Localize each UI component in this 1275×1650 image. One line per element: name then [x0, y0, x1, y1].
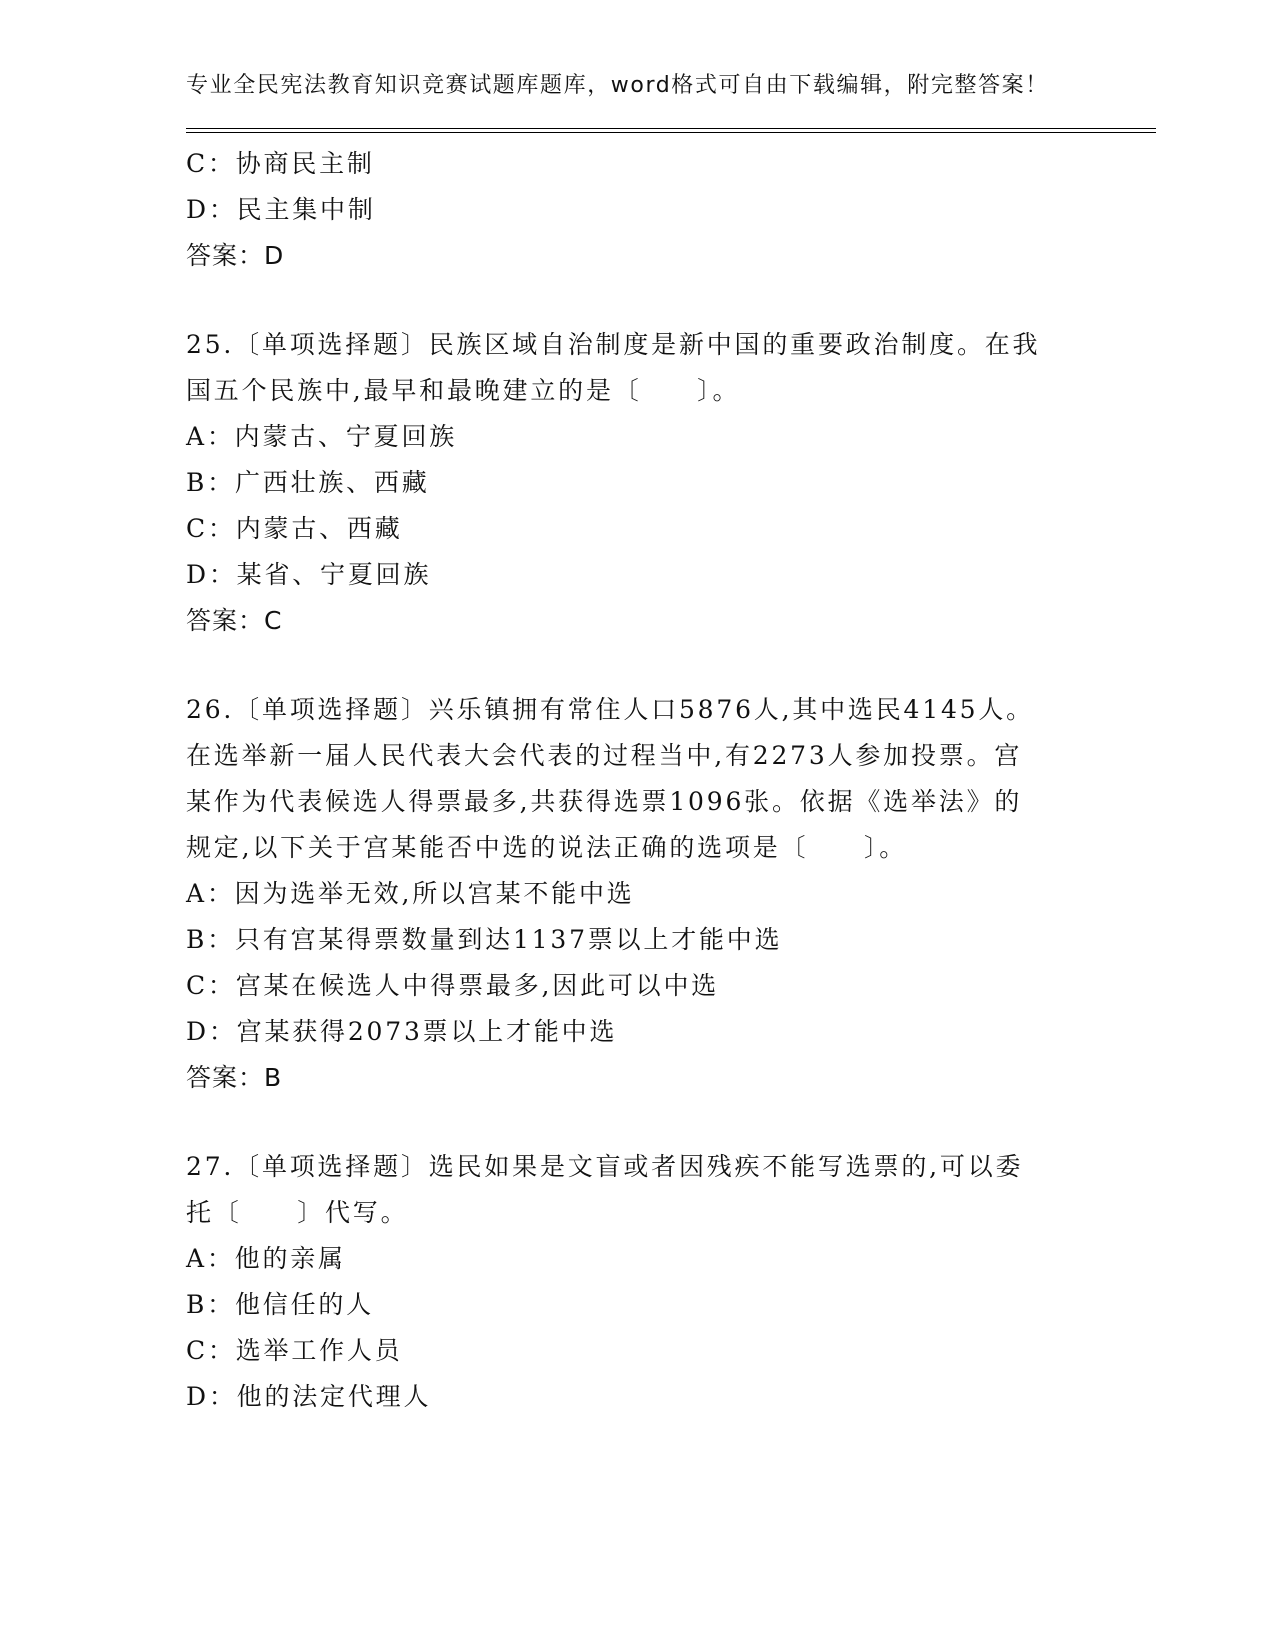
answer: 答案：C [186, 606, 283, 635]
previous-question-tail [186, 141, 1146, 279]
option-a: A：因为选举无效,所以宫某不能中选 [186, 879, 635, 908]
option-a: A：他的亲属 [186, 1244, 346, 1273]
option-b: B：他信任的人 [186, 1290, 374, 1319]
option-b: B：只有宫某得票数量到达1137票以上才能中选 [186, 925, 783, 954]
document-header: 专业全民宪法教育知识竞赛试题库题库，word格式可自由下载编辑，附完整答案！ [186, 73, 1049, 98]
question-text: 托〔 〕代写。 [186, 1198, 409, 1227]
question-25 [186, 322, 1146, 644]
option-a: A：内蒙古、宁夏回族 [186, 422, 458, 451]
question-text: 在选举新一届人民代表大会代表的过程当中,有2273人参加投票。宫 [186, 741, 1023, 770]
question-text: 27.〔单项选择题〕选民如果是文盲或者因残疾不能写选票的,可以委 [186, 1152, 1024, 1181]
option-d: D：宫某获得2073票以上才能中选 [186, 1017, 618, 1046]
option-d: D：某省、宁夏回族 [186, 560, 432, 589]
option-d: D：他的法定代理人 [186, 1382, 432, 1411]
option-b: B：广西壮族、西藏 [186, 468, 430, 497]
option-d: D：民主集中制 [186, 195, 376, 224]
question-text: 26.〔单项选择题〕兴乐镇拥有常住人口5876人,其中选民4145人。 [186, 695, 1034, 724]
document-page [186, 70, 1146, 1420]
question-26 [186, 687, 1146, 1101]
question-27 [186, 1144, 1146, 1420]
header-divider [186, 128, 1156, 133]
question-text: 某作为代表候选人得票最多,共获得选票1096张。依据《选举法》的 [186, 787, 1023, 816]
question-text: 25.〔单项选择题〕民族区域自治制度是新中国的重要政治制度。在我 [186, 330, 1041, 359]
answer: 答案：B [186, 1063, 283, 1092]
option-c: C：选举工作人员 [186, 1336, 403, 1365]
option-c: C：协商民主制 [186, 149, 375, 178]
question-text: 国五个民族中,最早和最晚建立的是〔 〕。 [186, 376, 741, 405]
question-text: 规定,以下关于宫某能否中选的说法正确的选项是〔 〕。 [186, 833, 908, 862]
option-c: C：宫某在候选人中得票最多,因此可以中选 [186, 971, 720, 1000]
option-c: C：内蒙古、西藏 [186, 514, 403, 543]
answer: 答案：D [186, 241, 285, 270]
